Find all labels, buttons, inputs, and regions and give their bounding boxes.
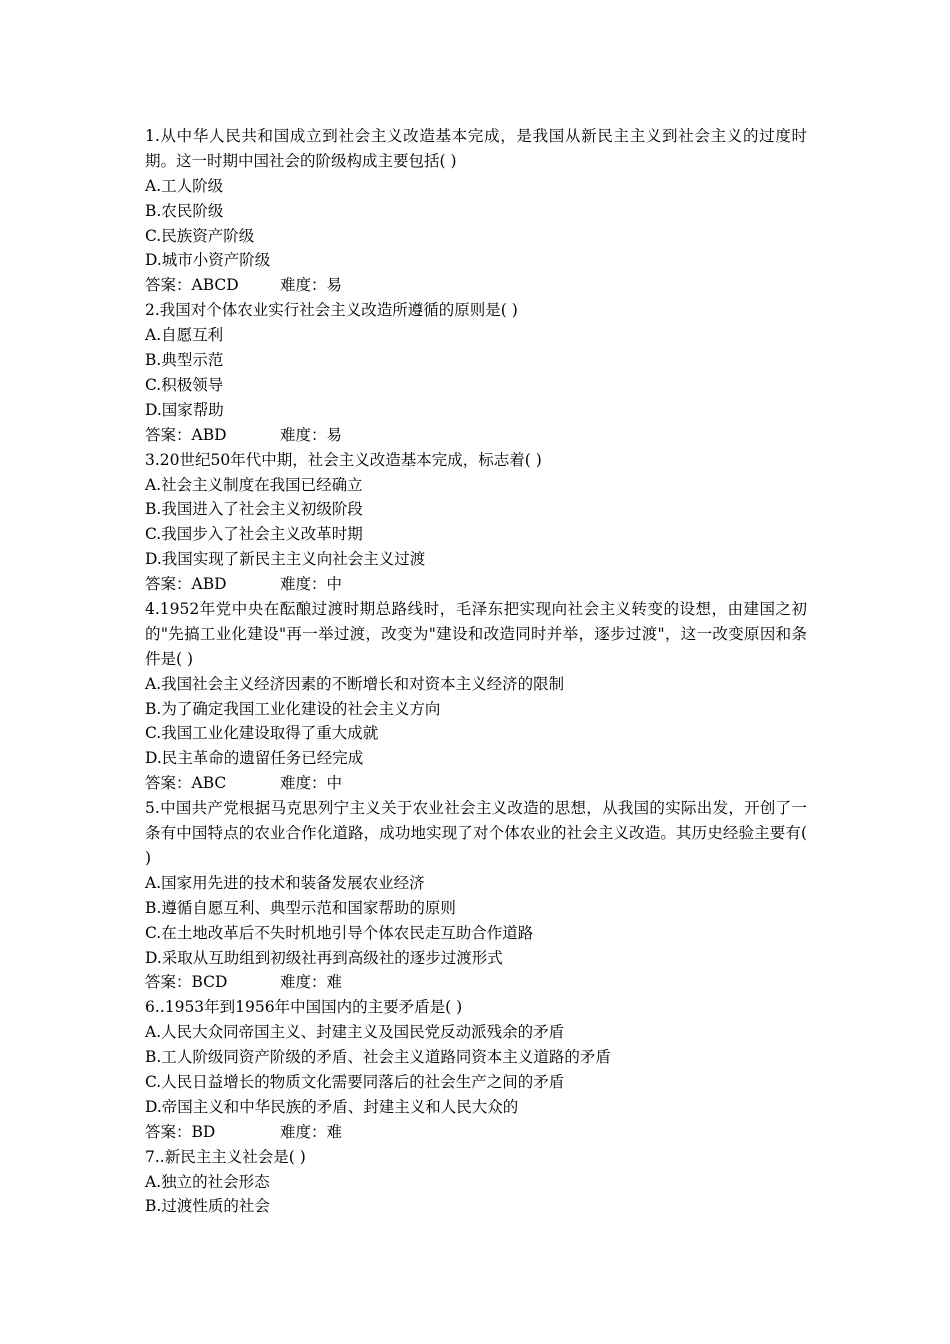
answer-row (145, 970, 807, 995)
question-stem: 2.我国对个体农业实行社会主义改造所遵循的原则是( ) (145, 301, 518, 320)
question-5 (145, 796, 807, 995)
option-d: D.民主革命的遗留任务已经完成 (145, 749, 364, 768)
option-c: C.民族资产阶级 (145, 226, 255, 245)
option-c: C.我国步入了社会主义改革时期 (145, 525, 363, 544)
answer-text: 答案：BCD (145, 973, 228, 992)
option-d: D.国家帮助 (145, 400, 224, 419)
option-d: D.城市小资产阶级 (145, 251, 271, 270)
question-stem: 5.中国共产党根据马克思列宁主义关于农业社会主义改造的思想，从我国的实际出发，开创了一条有中国特点的农业合作化道路，成功地实现了对个体农业的社会主义改造。其历史经验主要有( ) (145, 799, 807, 867)
question-stem: 4.1952年党中央在酝酿过渡时期总路线时，毛泽东把实现向社会主义转变的设想，由建国之初的"先搞工业化建设"再一举过渡，改变为"建设和改造同时并举，逐步过渡"，这一改变原因和条件是( ) (145, 599, 807, 668)
difficulty-text: 难度：易 (280, 425, 343, 444)
question-4 (145, 597, 807, 796)
option-b: B.农民阶级 (145, 201, 224, 220)
option-c: C.我国工业化建设取得了重大成就 (145, 724, 379, 743)
option-b: B.典型示范 (145, 351, 224, 370)
option-b: B.遵循自愿互利、典型示范和国家帮助的原则 (145, 898, 456, 917)
difficulty-text: 难度：易 (280, 276, 343, 295)
option-b: B.为了确定我国工业化建设的社会主义方向 (145, 699, 441, 718)
option-a: A.国家用先进的技术和装备发展农业经济 (145, 873, 425, 892)
option-a: A.自愿互利 (145, 326, 224, 345)
option-d: D.帝国主义和中华民族的矛盾、封建主义和人民大众的 (145, 1097, 519, 1116)
option-c: C.积极领导 (145, 375, 224, 394)
answer-row (145, 771, 807, 796)
answer-text: 答案：BD (145, 1122, 216, 1141)
option-d: D.采取从互助组到初级社再到高级社的逐步过渡形式 (145, 948, 503, 967)
answer-text: 答案：ABD (145, 575, 227, 594)
option-a: A.我国社会主义经济因素的不断增长和对资本主义经济的限制 (145, 674, 565, 693)
difficulty-text: 难度：中 (280, 774, 343, 793)
question-2 (145, 298, 807, 447)
option-c: C.人民日益增长的物质文化需要同落后的社会生产之间的矛盾 (145, 1073, 565, 1092)
option-c: C.在土地改革后不失时机地引导个体农民走互助合作道路 (145, 923, 534, 942)
question-stem: 1.从中华人民共和国成立到社会主义改造基本完成，是我国从新民主主义到社会主义的过度时期。这一时期中国社会的阶级构成主要包括( ) (145, 127, 807, 170)
difficulty-text: 难度：难 (280, 1122, 343, 1141)
question-stem: 7..新民主主义社会是( ) (145, 1147, 306, 1166)
difficulty-text: 难度：难 (280, 973, 343, 992)
answer-text: 答案：ABCD (145, 276, 239, 295)
answer-text: 答案：ABD (145, 425, 227, 444)
question-6 (145, 995, 807, 1144)
answer-row (145, 423, 807, 448)
option-a: A.社会主义制度在我国已经确立 (145, 475, 363, 494)
question-stem: 6..1953年到1956年中国国内的主要矛盾是( ) (145, 998, 463, 1017)
question-3 (145, 448, 807, 597)
answer-text: 答案：ABC (145, 774, 227, 793)
answer-row (145, 273, 807, 298)
option-b: B.工人阶级同资产阶级的矛盾、社会主义道路同资本主义道路的矛盾 (145, 1048, 611, 1067)
option-b: B.过渡性质的社会 (145, 1197, 270, 1216)
option-b: B.我国进入了社会主义初级阶段 (145, 500, 363, 519)
answer-row (145, 572, 807, 597)
option-a: A.人民大众同帝国主义、封建主义及国民党反动派残余的矛盾 (145, 1023, 565, 1042)
option-d: D.我国实现了新民主主义向社会主义过渡 (145, 550, 426, 569)
question-1 (145, 124, 807, 298)
question-stem: 3.20世纪50年代中期，社会主义改造基本完成，标志着( ) (145, 450, 542, 469)
option-a: A.工人阶级 (145, 176, 224, 195)
answer-row (145, 1120, 807, 1145)
difficulty-text: 难度：中 (280, 575, 343, 594)
option-a: A.独立的社会形态 (145, 1172, 270, 1191)
question-7 (145, 1145, 807, 1220)
document-body (145, 124, 807, 1219)
